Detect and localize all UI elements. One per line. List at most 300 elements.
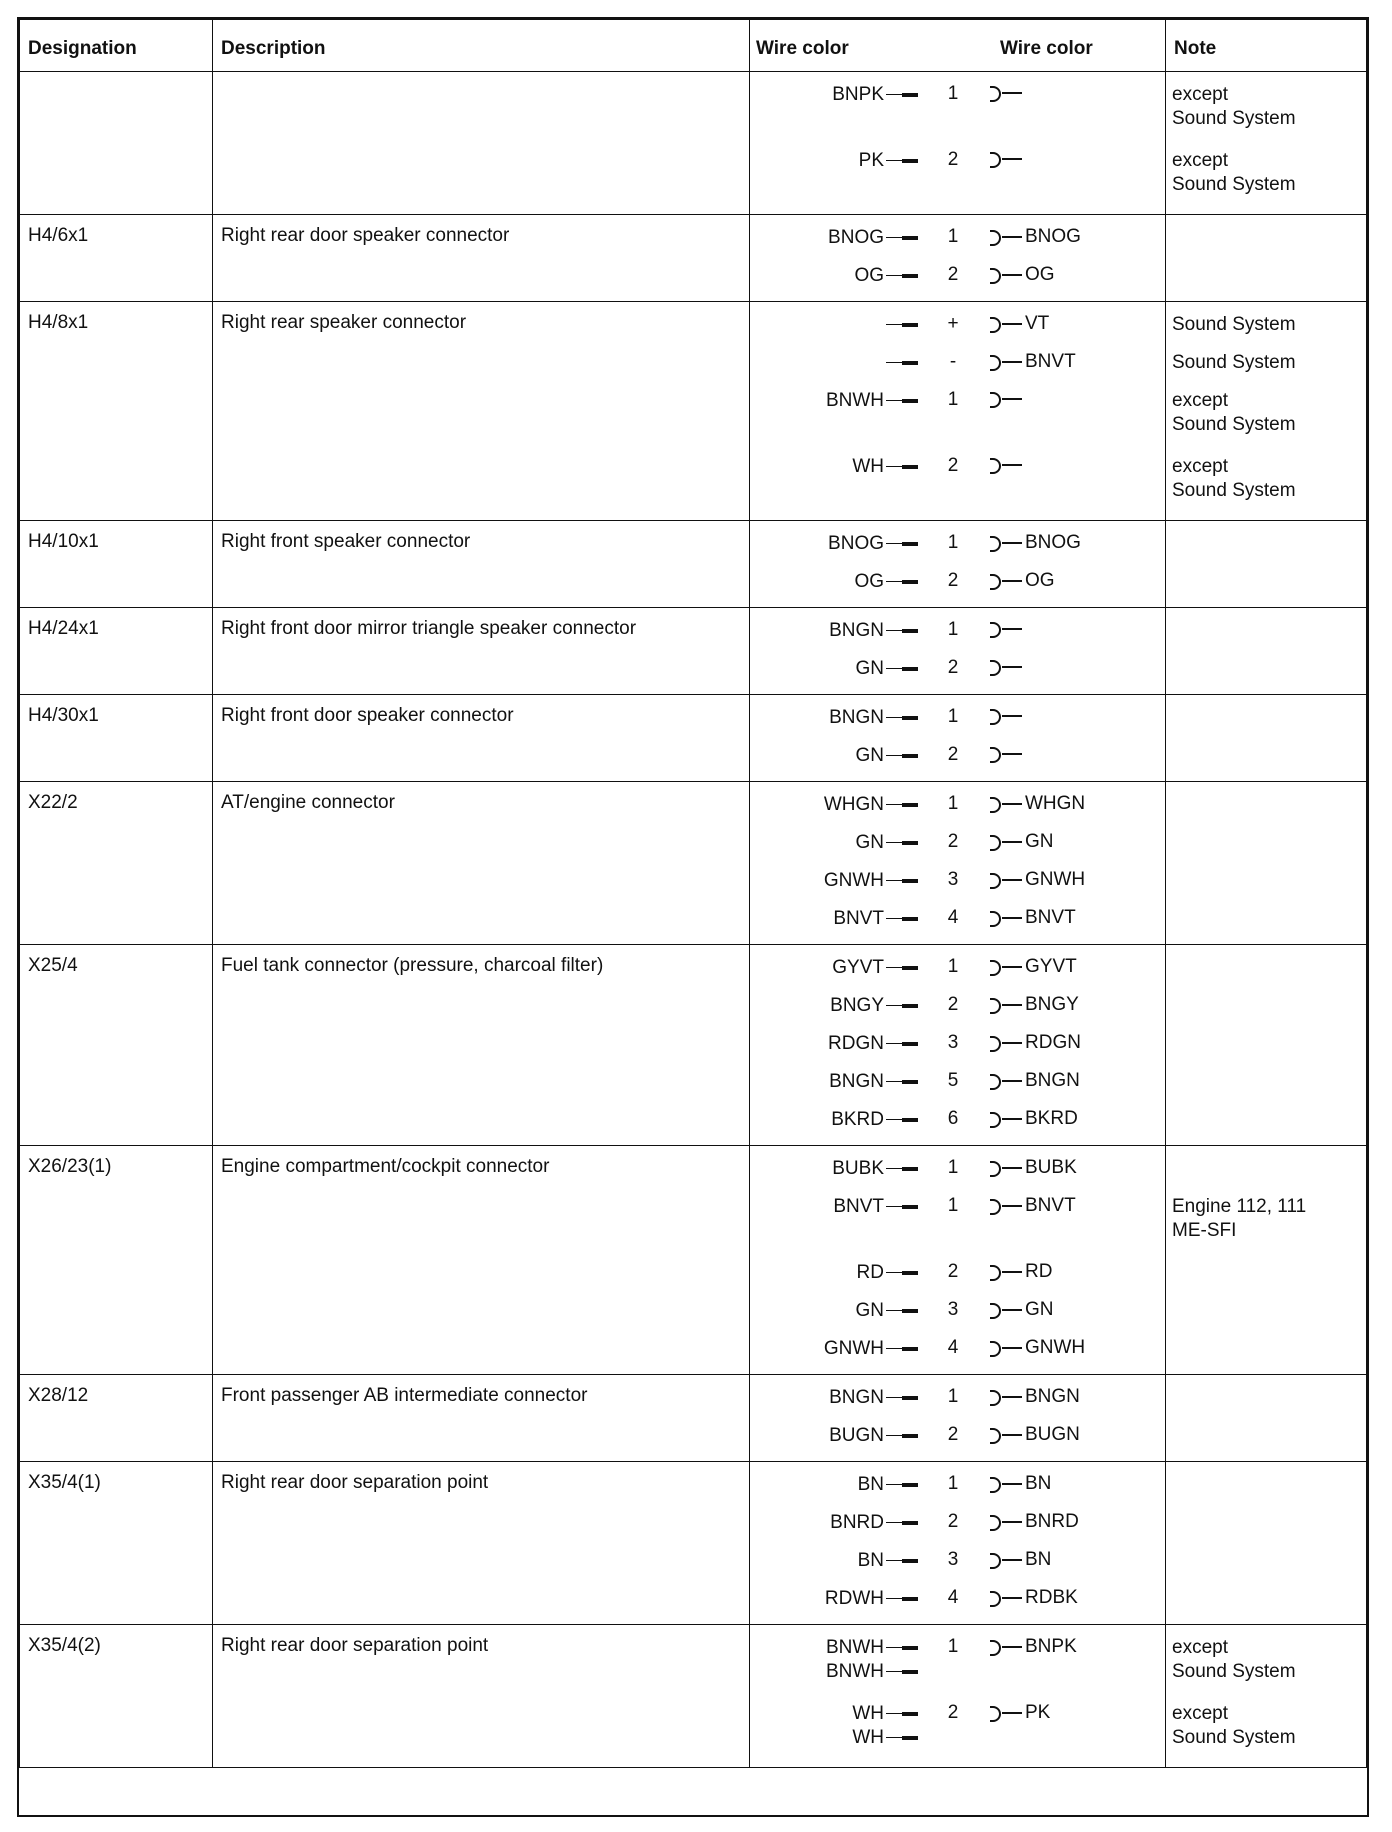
wire-color-cell xyxy=(750,782,1166,945)
wire-color-left: BNVT xyxy=(833,1196,884,1217)
pin-note xyxy=(1166,699,1366,737)
pin-number: 1 xyxy=(947,532,959,553)
wire-pin-icon xyxy=(886,1733,918,1743)
pin-note xyxy=(1166,1504,1366,1542)
wire-color-right: GNWH xyxy=(1025,869,1086,890)
pin-number: 3 xyxy=(947,1549,959,1570)
wire-color-right: RDGN xyxy=(1025,1032,1081,1053)
wire-color-right: BNOG xyxy=(1025,226,1081,247)
wire-color-left: BNVT xyxy=(833,908,884,929)
table-row xyxy=(20,1146,1367,1375)
socket-connector-icon xyxy=(988,619,1022,639)
wire-pin-icon xyxy=(886,90,918,100)
pin-number: 2 xyxy=(947,570,959,591)
wire-pin-icon xyxy=(886,1431,918,1441)
header-wire-color-right: Wire color xyxy=(1000,38,1093,59)
wire-pin-icon xyxy=(886,713,918,723)
wire-color-left: BNWH xyxy=(825,390,884,411)
wire-pin-icon xyxy=(886,1518,918,1528)
socket-connector-icon xyxy=(988,794,1022,814)
wire-color-left: BUGN xyxy=(829,1425,884,1446)
socket-connector-icon xyxy=(988,1262,1022,1282)
description-cell: Right rear speaker connector xyxy=(213,302,750,521)
pin-note xyxy=(1166,1101,1366,1139)
wire-pin-icon xyxy=(886,539,918,549)
wire-pin-icon xyxy=(886,156,918,166)
pin-number: 1 xyxy=(947,1195,959,1216)
designation-cell: X28/12 xyxy=(20,1375,213,1462)
designation-cell: X35/4(1) xyxy=(20,1462,213,1625)
pin-note xyxy=(1166,1580,1366,1618)
wire-color-left: BNGN xyxy=(829,620,884,641)
pin-entry xyxy=(750,949,1165,987)
pin-number: 5 xyxy=(947,1070,959,1091)
wire-pin-icon xyxy=(886,1556,918,1566)
pin-note xyxy=(1166,987,1366,1025)
wire-color-left: GNWH xyxy=(823,870,884,891)
wire-color-right: BNRD xyxy=(1025,1511,1079,1532)
wire-color-left: BNGN xyxy=(829,707,884,728)
designation-cell: H4/30x1 xyxy=(20,695,213,782)
pin-entry xyxy=(750,1417,1165,1455)
wire-color-right: VT xyxy=(1025,313,1050,334)
pin-number: 2 xyxy=(947,744,959,765)
description-cell xyxy=(213,72,750,215)
wire-color-left: RDGN xyxy=(828,1033,884,1054)
header-wire-color xyxy=(750,20,1166,72)
pin-number: 3 xyxy=(947,869,959,890)
pin-entry xyxy=(750,306,1165,344)
note-cell xyxy=(1166,521,1367,608)
pin-number: - xyxy=(949,351,957,372)
pin-note: except Sound System xyxy=(1172,390,1296,435)
pin-note xyxy=(1166,737,1366,775)
table-row xyxy=(20,945,1367,1146)
table-row xyxy=(20,215,1367,302)
wire-color-left: WHGN xyxy=(823,794,884,815)
note-cell xyxy=(1166,1462,1367,1625)
wire-color-left: WH xyxy=(852,1727,884,1748)
wire-color-left: BUBK xyxy=(832,1158,884,1179)
wire-pin-icon xyxy=(886,751,918,761)
socket-connector-icon xyxy=(988,1387,1022,1407)
pin-number: 1 xyxy=(947,389,959,410)
wire-pin-icon xyxy=(886,1393,918,1403)
designation-cell: X25/4 xyxy=(20,945,213,1146)
pin-note xyxy=(1166,612,1366,650)
wire-pin-icon xyxy=(886,577,918,587)
wire-color-left: BN xyxy=(857,1550,884,1571)
description-cell: Right front door mirror triangle speaker connector xyxy=(213,608,750,695)
pin-number: 1 xyxy=(947,226,959,247)
pin-entry xyxy=(750,563,1165,601)
wire-color-left: BN xyxy=(857,1474,884,1495)
designation-cell: X35/4(2) xyxy=(20,1625,213,1768)
pin-entry xyxy=(750,1063,1165,1101)
wire-color-left: PK xyxy=(858,150,884,171)
socket-connector-icon xyxy=(988,832,1022,852)
designation-cell: H4/6x1 xyxy=(20,215,213,302)
pin-number: 2 xyxy=(947,149,959,170)
wire-color-cell xyxy=(750,695,1166,782)
wire-pin-icon xyxy=(886,1709,918,1719)
pin-note xyxy=(1166,1417,1366,1455)
socket-connector-icon xyxy=(988,1637,1022,1657)
note-cell xyxy=(1166,215,1367,302)
designation-cell: X26/23(1) xyxy=(20,1146,213,1375)
table-row xyxy=(20,521,1367,608)
wire-color-cell xyxy=(750,521,1166,608)
note-cell xyxy=(1166,72,1367,215)
designation-cell: X22/2 xyxy=(20,782,213,945)
wire-color-left: OG xyxy=(854,265,884,286)
pin-entry xyxy=(750,1580,1165,1618)
pin-number: 1 xyxy=(947,83,959,104)
wire-pin-icon xyxy=(886,1202,918,1212)
pin-entry xyxy=(750,824,1165,862)
wire-pin-icon xyxy=(886,396,918,406)
pin-entry xyxy=(750,786,1165,824)
socket-connector-icon xyxy=(988,957,1022,977)
socket-connector-icon xyxy=(988,908,1022,928)
connector-table xyxy=(19,19,1367,1768)
pin-entry xyxy=(750,1292,1165,1330)
wire-color-left: BNGY xyxy=(830,995,884,1016)
socket-connector-icon xyxy=(988,1109,1022,1129)
socket-connector-icon xyxy=(988,227,1022,247)
pin-entry xyxy=(750,1542,1165,1580)
note-cell xyxy=(1166,695,1367,782)
pin-number: 2 xyxy=(947,1511,959,1532)
wire-color-right: BNGN xyxy=(1025,1386,1080,1407)
pin-note xyxy=(1166,219,1366,257)
pin-entry xyxy=(750,1188,1165,1254)
note-cell xyxy=(1166,782,1367,945)
pin-number: 1 xyxy=(947,1386,959,1407)
table-row xyxy=(20,72,1367,215)
wire-color-right: BUGN xyxy=(1025,1424,1080,1445)
description-cell: Right rear door separation point xyxy=(213,1625,750,1768)
pin-entry xyxy=(750,1025,1165,1063)
wire-color-right: BNVT xyxy=(1025,351,1076,372)
socket-connector-icon xyxy=(988,1425,1022,1445)
pin-entry xyxy=(750,1629,1165,1695)
pin-number: 2 xyxy=(947,1261,959,1282)
wire-color-left: GN xyxy=(855,832,884,853)
wire-color-right: RDBK xyxy=(1025,1587,1078,1608)
pin-note xyxy=(1166,525,1366,563)
socket-connector-icon xyxy=(988,352,1022,372)
socket-connector-icon xyxy=(988,455,1022,475)
pin-entry xyxy=(750,525,1165,563)
pin-entry xyxy=(750,1379,1165,1417)
wire-pin-icon xyxy=(886,462,918,472)
pin-number: 1 xyxy=(947,1157,959,1178)
wire-color-right: BNPK xyxy=(1025,1636,1077,1657)
pin-entry xyxy=(750,1254,1165,1292)
wire-pin-icon xyxy=(886,320,918,330)
table-row xyxy=(20,608,1367,695)
socket-connector-icon xyxy=(988,571,1022,591)
wire-pin-icon xyxy=(886,1077,918,1087)
pin-entry xyxy=(750,1150,1165,1188)
description-cell: Right front speaker connector xyxy=(213,521,750,608)
pin-entry xyxy=(750,699,1165,737)
wire-color-right: BNVT xyxy=(1025,907,1076,928)
note-cell xyxy=(1166,1375,1367,1462)
wire-color-cell xyxy=(750,608,1166,695)
pin-note xyxy=(1166,1292,1366,1330)
pin-entry xyxy=(750,737,1165,775)
wire-color-left: BKRD xyxy=(831,1109,884,1130)
pin-number: 3 xyxy=(947,1032,959,1053)
wire-color-left: BNOG xyxy=(828,533,884,554)
pin-note: except Sound System xyxy=(1172,84,1296,129)
wire-pin-icon xyxy=(886,358,918,368)
wire-color-right: BNOG xyxy=(1025,532,1081,553)
table-row xyxy=(20,1625,1367,1768)
wire-pin-icon xyxy=(886,233,918,243)
pin-note: Sound System xyxy=(1172,314,1296,335)
pin-entry xyxy=(750,1330,1165,1368)
socket-connector-icon xyxy=(988,706,1022,726)
socket-connector-icon xyxy=(988,389,1022,409)
wire-color-right: RD xyxy=(1025,1261,1053,1282)
socket-connector-icon xyxy=(988,1071,1022,1091)
pin-note xyxy=(1166,949,1366,987)
wire-color-right: BNGY xyxy=(1025,994,1079,1015)
wire-color-left: GNWH xyxy=(823,1338,884,1359)
designation-cell: H4/24x1 xyxy=(20,608,213,695)
pin-number: 2 xyxy=(947,994,959,1015)
wire-pin-icon xyxy=(886,876,918,886)
wire-color-left: BNOG xyxy=(828,227,884,248)
wire-color-cell xyxy=(750,302,1166,521)
wire-pin-icon xyxy=(886,838,918,848)
wire-pin-icon xyxy=(886,664,918,674)
socket-connector-icon xyxy=(988,1588,1022,1608)
pin-entry xyxy=(750,382,1165,448)
socket-connector-icon xyxy=(988,744,1022,764)
note-cell xyxy=(1166,302,1367,521)
pin-entry xyxy=(750,1466,1165,1504)
wire-color-left: GN xyxy=(855,745,884,766)
wire-color-right: WHGN xyxy=(1025,793,1086,814)
wire-color-cell xyxy=(750,1375,1166,1462)
pin-entry xyxy=(750,219,1165,257)
pin-number: 1 xyxy=(947,1473,959,1494)
pin-note xyxy=(1166,650,1366,688)
description-cell: Right rear door separation point xyxy=(213,1462,750,1625)
wire-pin-icon xyxy=(886,1667,918,1677)
pin-number: 4 xyxy=(947,1587,959,1608)
pin-number: 6 xyxy=(947,1108,959,1129)
wire-pin-icon xyxy=(886,1268,918,1278)
wire-pin-icon xyxy=(886,1594,918,1604)
socket-connector-icon xyxy=(988,1033,1022,1053)
wire-color-left: GN xyxy=(855,658,884,679)
pin-number: 2 xyxy=(947,1702,959,1723)
pin-note: except Sound System xyxy=(1172,456,1296,501)
socket-connector-icon xyxy=(988,83,1022,103)
socket-connector-icon xyxy=(988,1703,1022,1723)
note-cell xyxy=(1166,945,1367,1146)
table-row xyxy=(20,302,1367,521)
wire-color-right: BN xyxy=(1025,1473,1052,1494)
socket-connector-icon xyxy=(988,1474,1022,1494)
wire-color-left: BNWH xyxy=(825,1637,884,1658)
socket-connector-icon xyxy=(988,533,1022,553)
pin-entry xyxy=(750,1101,1165,1139)
pin-note: except Sound System xyxy=(1172,150,1296,195)
wire-color-left: BNGN xyxy=(829,1387,884,1408)
wire-pin-icon xyxy=(886,1164,918,1174)
pin-number: 1 xyxy=(947,619,959,640)
socket-connector-icon xyxy=(988,870,1022,890)
socket-connector-icon xyxy=(988,1300,1022,1320)
note-cell xyxy=(1166,1625,1367,1768)
pin-number: 1 xyxy=(947,956,959,977)
wire-color-left: OG xyxy=(854,571,884,592)
wire-pin-icon xyxy=(886,1344,918,1354)
pin-number: 2 xyxy=(947,831,959,852)
wire-color-right: BUBK xyxy=(1025,1157,1077,1178)
socket-connector-icon xyxy=(988,1550,1022,1570)
description-cell: Front passenger AB intermediate connector xyxy=(213,1375,750,1462)
pin-entry xyxy=(750,257,1165,295)
pin-note xyxy=(1166,1063,1366,1101)
wire-color-left: WH xyxy=(852,456,884,477)
designation-cell xyxy=(20,72,213,215)
pin-entry xyxy=(750,76,1165,142)
pin-entry xyxy=(750,987,1165,1025)
note-cell xyxy=(1166,1146,1367,1375)
socket-connector-icon xyxy=(988,1338,1022,1358)
socket-connector-icon xyxy=(988,1196,1022,1216)
description-cell: AT/engine connector xyxy=(213,782,750,945)
pin-number: 3 xyxy=(947,1299,959,1320)
note-cell xyxy=(1166,608,1367,695)
pin-number: 1 xyxy=(947,1636,959,1657)
pin-number: 1 xyxy=(947,793,959,814)
pin-entry xyxy=(750,900,1165,938)
wire-color-left: RD xyxy=(856,1262,884,1283)
wire-color-left: BNWH xyxy=(825,1661,884,1682)
wire-color-right: PK xyxy=(1025,1702,1051,1723)
wire-pin-icon xyxy=(886,1480,918,1490)
pin-note xyxy=(1166,1025,1366,1063)
wire-color-right: OG xyxy=(1025,264,1055,285)
table-row xyxy=(20,695,1367,782)
wire-color-left: WH xyxy=(852,1703,884,1724)
designation-cell: H4/10x1 xyxy=(20,521,213,608)
pin-note xyxy=(1166,257,1366,295)
wire-pin-icon xyxy=(886,626,918,636)
pin-note xyxy=(1166,1330,1366,1368)
wire-pin-icon xyxy=(886,1643,918,1653)
pin-number: 2 xyxy=(947,1424,959,1445)
description-cell: Right rear door speaker connector xyxy=(213,215,750,302)
wire-pin-icon xyxy=(886,914,918,924)
pin-number: 2 xyxy=(947,455,959,476)
pin-number: 4 xyxy=(947,1337,959,1358)
description-cell: Right front door speaker connector xyxy=(213,695,750,782)
socket-connector-icon xyxy=(988,265,1022,285)
connector-table-sheet xyxy=(17,17,1369,1817)
wire-color-left: GN xyxy=(855,1300,884,1321)
pin-entry xyxy=(750,1504,1165,1542)
pin-note xyxy=(1166,1150,1366,1188)
pin-entry xyxy=(750,448,1165,514)
wire-color-cell xyxy=(750,1625,1166,1768)
pin-note xyxy=(1166,1542,1366,1580)
wire-color-right: OG xyxy=(1025,570,1055,591)
pin-number: 2 xyxy=(947,657,959,678)
pin-entry xyxy=(750,862,1165,900)
wire-color-right: GN xyxy=(1025,1299,1054,1320)
wire-color-left: BNPK xyxy=(832,84,884,105)
pin-number: 4 xyxy=(947,907,959,928)
wire-color-cell xyxy=(750,1146,1166,1375)
pin-entry xyxy=(750,344,1165,382)
socket-connector-icon xyxy=(988,1158,1022,1178)
wire-pin-icon xyxy=(886,1306,918,1316)
wire-color-cell xyxy=(750,72,1166,215)
wire-color-left: RDWH xyxy=(824,1588,884,1609)
wire-color-right: GNWH xyxy=(1025,1337,1086,1358)
socket-connector-icon xyxy=(988,314,1022,334)
pin-number: 2 xyxy=(947,264,959,285)
wire-color-right: BNGN xyxy=(1025,1070,1080,1091)
wire-color-cell xyxy=(750,945,1166,1146)
socket-connector-icon xyxy=(988,657,1022,677)
wire-color-right: GYVT xyxy=(1025,956,1077,977)
pin-note: Engine 112, 111 ME-SFI xyxy=(1172,1196,1307,1241)
table-row xyxy=(20,1462,1367,1625)
wire-pin-icon xyxy=(886,1115,918,1125)
wire-pin-icon xyxy=(886,963,918,973)
pin-number: 1 xyxy=(947,706,959,727)
wire-pin-icon xyxy=(886,1039,918,1049)
pin-note xyxy=(1166,1379,1366,1417)
pin-note xyxy=(1166,824,1366,862)
pin-entry xyxy=(750,650,1165,688)
wire-color-right: BN xyxy=(1025,1549,1052,1570)
pin-entry xyxy=(750,142,1165,208)
wire-color-cell xyxy=(750,215,1166,302)
table-row xyxy=(20,1375,1367,1462)
pin-entry xyxy=(750,612,1165,650)
pin-note xyxy=(1166,900,1366,938)
wire-color-right: GN xyxy=(1025,831,1054,852)
pin-note: except Sound System xyxy=(1172,1637,1296,1682)
wire-color-cell xyxy=(750,1462,1166,1625)
pin-note xyxy=(1166,1466,1366,1504)
wire-pin-icon xyxy=(886,271,918,281)
wire-color-left: BNGN xyxy=(829,1071,884,1092)
description-cell: Fuel tank connector (pressure, charcoal filter) xyxy=(213,945,750,1146)
wire-pin-icon xyxy=(886,1001,918,1011)
pin-entry xyxy=(750,1695,1165,1761)
pin-note xyxy=(1166,786,1366,824)
pin-note xyxy=(1166,563,1366,601)
pin-note: except Sound System xyxy=(1172,1703,1296,1748)
header-description: Description xyxy=(213,20,750,72)
socket-connector-icon xyxy=(988,149,1022,169)
description-cell: Engine compartment/cockpit connector xyxy=(213,1146,750,1375)
header-row xyxy=(20,20,1367,72)
wire-pin-icon xyxy=(886,800,918,810)
